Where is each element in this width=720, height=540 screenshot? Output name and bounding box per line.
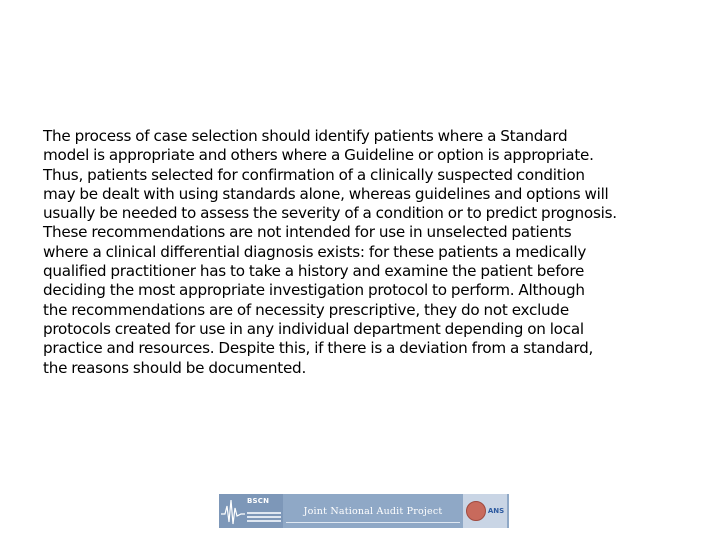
- body-paragraph: [43, 127, 693, 378]
- paragraph-line: The process of case selection should identify patients where a Standard: [43, 127, 568, 145]
- paragraph-line: practice and resources. Despite this, if there is a deviation from a standard,: [43, 339, 594, 358]
- seal-icon: [466, 501, 486, 521]
- project-title: Joint National Audit Project: [303, 505, 443, 517]
- project-title-block: [286, 498, 460, 524]
- paragraph-line: protocols created for use in any individual department depending on local: [43, 319, 584, 338]
- ans-label: ANS: [487, 507, 505, 515]
- paragraph-line: where a clinical differential diagnosis exists: for these patients a medically: [43, 242, 587, 261]
- bscn-subtitle-lines: [247, 512, 281, 514]
- paragraph-line: the recommendations are of necessity prescriptive, they do not exclude: [43, 300, 569, 319]
- paragraph-line: These recommendations are not intended for use in unselected patients: [43, 223, 572, 242]
- paragraph-line: may be dealt with using standards alone, whereas guidelines and options will: [43, 184, 609, 203]
- ans-logo: [463, 494, 507, 528]
- footer-logo-banner: [219, 494, 509, 528]
- paragraph-line: model is appropriate and others where a Guideline or option is appropriate.: [43, 146, 594, 165]
- bscn-logo: [219, 494, 283, 528]
- paragraph-line: qualified practitioner has to take a history and examine the patient before: [43, 262, 585, 281]
- paragraph-line: the reasons should be documented.: [43, 358, 307, 377]
- bscn-label: BSCN: [247, 497, 270, 505]
- paragraph-line: usually be needed to assess the severity of a condition or to predict prognosis.: [43, 204, 617, 223]
- divider: [286, 522, 460, 523]
- paragraph-line: Thus, patients selected for confirmation of a clinically suspected condition: [43, 165, 585, 184]
- paragraph-line: deciding the most appropriate investigation protocol to perform. Although: [43, 281, 585, 300]
